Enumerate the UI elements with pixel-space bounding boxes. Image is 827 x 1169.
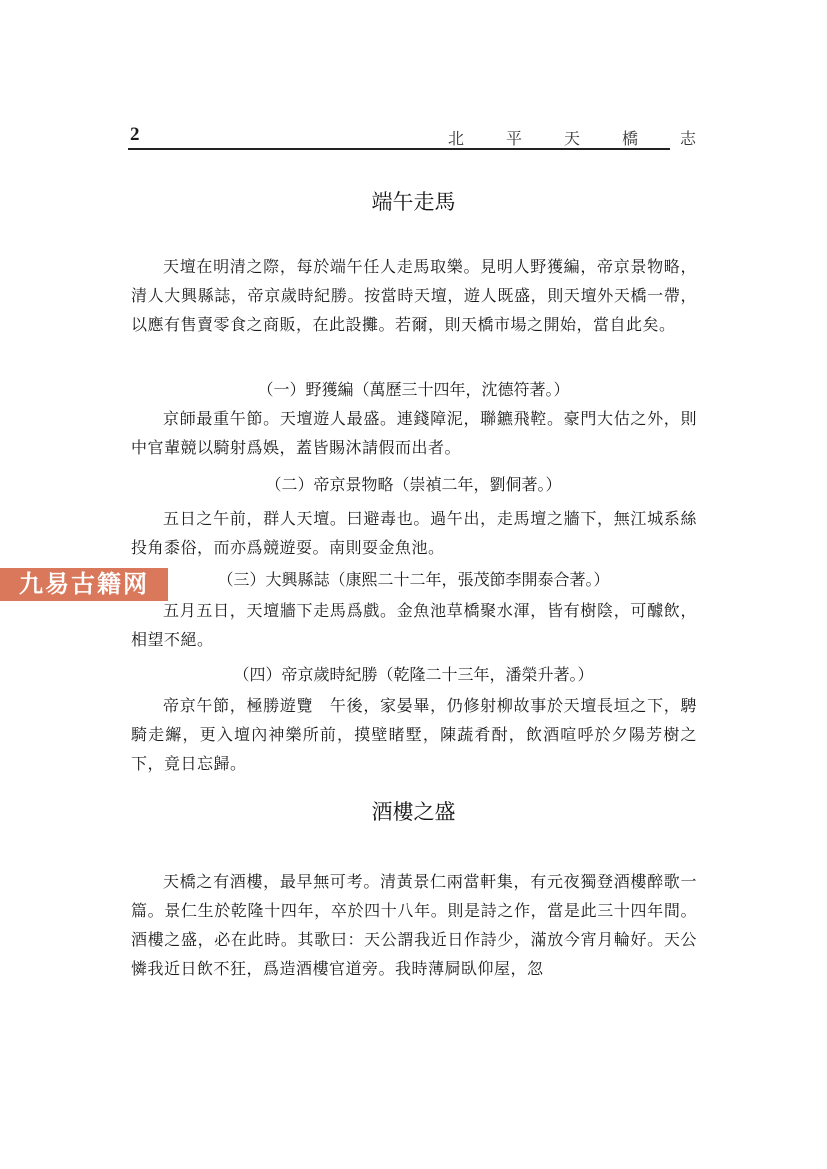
source-text-2: 五日之午前，群人天壇。曰避毒也。過午出，走馬壇之牆下，無江城系絲投角黍俗，而亦爲競遊耍。南則耍金魚池。 xyxy=(131,509,697,557)
source-label-1: （一）野獲編（萬歷三十四年，沈德符著。） xyxy=(257,380,570,399)
section-title-jiulou: 酒樓之盛 xyxy=(371,800,456,824)
source-label-4: （四）帝京歲時紀勝（乾隆二十三年，潘榮升著。） xyxy=(233,665,594,684)
watermark-logo: 九易古籍网 xyxy=(0,568,168,601)
intro-paragraph-duanwu: 天壇在明清之際，每於端午任人走馬取樂。見明人野獲編，帝京景物略，清人大興縣誌，帝京歲時紀勝。按當時天壇，遊人既盛，則天壇外天橋一帶，以應有售賣零食之商販，在此設攤。若爾，則天橋市場之開始，當自此矣。 xyxy=(131,257,697,334)
running-title: 北平天橋志 xyxy=(448,129,739,148)
intro-paragraph-jiulou: 天橋之有酒樓，最早無可考。清黃景仁兩當軒集，有元夜獨登酒樓醉歌一篇。景仁生於乾隆十四年，卒於四十八年。則是詩之作，當是此三十四年間。酒樓之盛，必在此時。其歌曰：天公謂我近日作詩少，滿放今宵月輪好。天公憐我近日飲不狂，爲造酒樓官道旁。我時薄屙臥仰屋，忽 xyxy=(131,872,697,978)
source-label-2: （二）帝京景物略（崇禎二年，劉侗著。） xyxy=(265,475,562,494)
source-text-3: 五月五日，天壇牆下走馬爲戲。金魚池草橋聚水渾，皆有樹陰，可醵飲，相望不絕。 xyxy=(131,601,697,649)
section-title-duanwu: 端午走馬 xyxy=(371,190,456,214)
source-text-4: 帝京午節，極勝遊覽 午後，家晏畢，仍修射柳故事於天壇長垣之下，騁騎走繲，更入壇內神樂所前，摸壁睹墅，陳蔬肴酎，飲酒喧呼於夕陽芳樹之下，竟日忘歸。 xyxy=(131,696,697,773)
source-label-3: （三）大興縣誌（康熙二十二年，張茂節李開泰合著。） xyxy=(217,570,610,589)
page-number: 2 xyxy=(130,124,140,145)
running-header xyxy=(128,124,739,150)
source-text-1: 京師最重午節。天壇遊人最盛。連錢障泥，聯鑣飛鞚。豪門大估之外，則中官輩競以騎射爲娛，蓋皆賜沐請假而出者。 xyxy=(131,409,697,457)
